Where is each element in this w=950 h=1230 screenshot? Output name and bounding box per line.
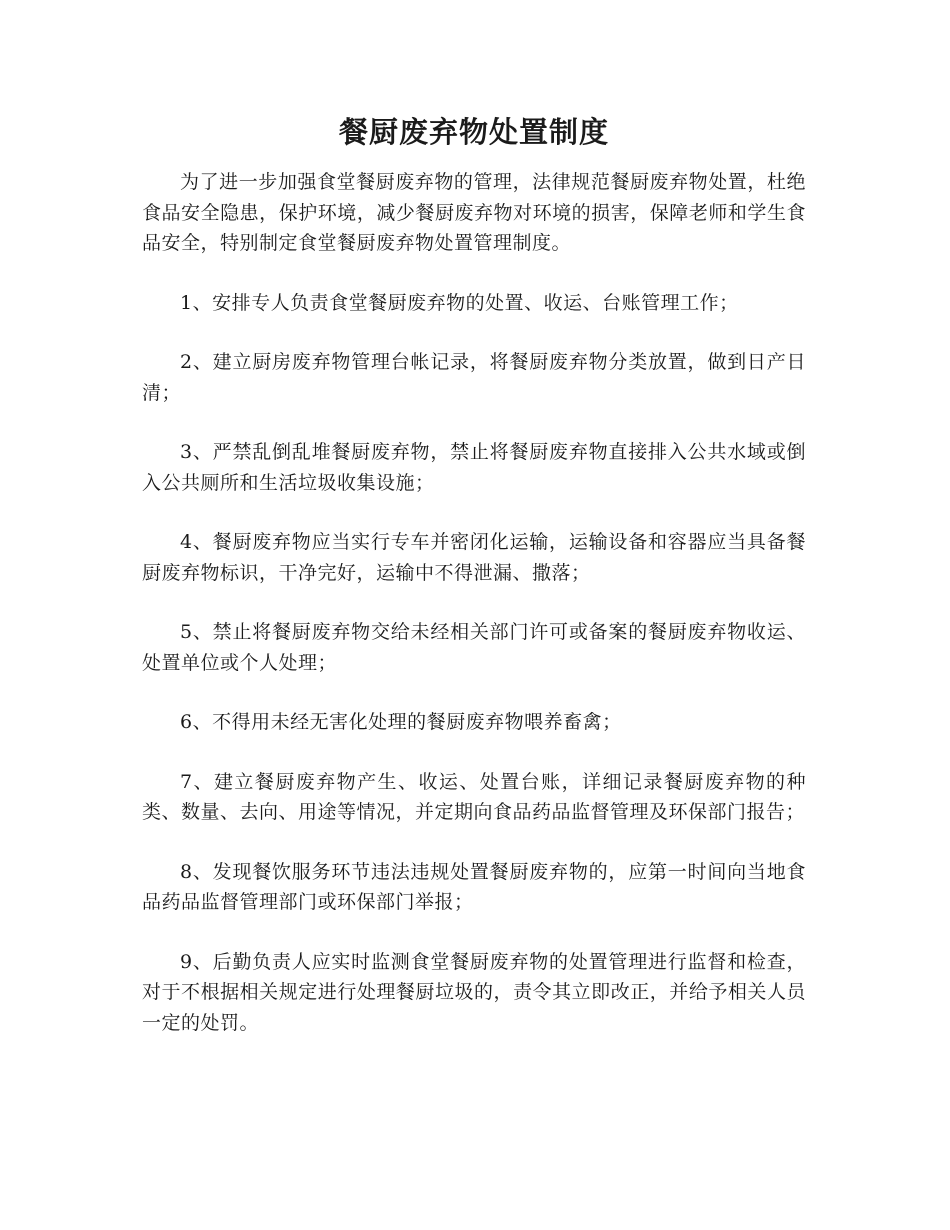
rule-item-1: 1、安排专人负责食堂餐厨废弃物的处置、收运、台账管理工作； [180, 291, 739, 314]
document-page [142, 108, 806, 1038]
rule-item-6: 6、不得用未经无害化处理的餐厨废弃物喂养畜禽； [180, 711, 622, 733]
intro-paragraph: 为了进一步加强食堂餐厨废弃物的管理，法律规范餐厨废弃物处置，杜绝食品安全隐患，保护环境，减少餐厨废弃物对环境的损害，保障老师和学生食品安全，特别制定食堂餐厨废弃物处置管理制度。 [142, 171, 806, 254]
rule-item-8: 8、发现餐饮服务环节违法违规处置餐厨废弃物的，应第一时间向当地食品药品监督管理部门或环保部门举报； [142, 860, 806, 913]
document-title: 餐厨废弃物处置制度 [338, 115, 609, 149]
rule-item-7: 7、建立餐厨废弃物产生、收运、处置台账，详细记录餐厨废弃物的种类、数量、去向、用途等情况，并定期向食品药品监督管理及环保部门报告； [142, 770, 806, 823]
rule-item-3: 3、严禁乱倒乱堆餐厨废弃物，禁止将餐厨废弃物直接排入公共水域或倒入公共厕所和生活垃圾收集设施； [142, 441, 806, 494]
rule-item-4: 4、餐厨废弃物应当实行专车并密闭化运输，运输设备和容器应当具备餐厨废弃物标识，干净完好，运输中不得泄漏、撒落； [142, 531, 806, 584]
rule-item-9: 9、后勤负责人应实时监测食堂餐厨废弃物的处置管理进行监督和检查，对于不根据相关规定进行处理餐厨垃圾的，责令其立即改正，并给予相关人员一定的处罚。 [142, 950, 806, 1034]
rule-item-2: 2、建立厨房废弃物管理台帐记录，将餐厨废弃物分类放置，做到日产日清； [142, 351, 806, 404]
rule-item-5: 5、禁止将餐厨废弃物交给未经相关部门许可或备案的餐厨废弃物收运、处置单位或个人处理； [142, 621, 806, 674]
